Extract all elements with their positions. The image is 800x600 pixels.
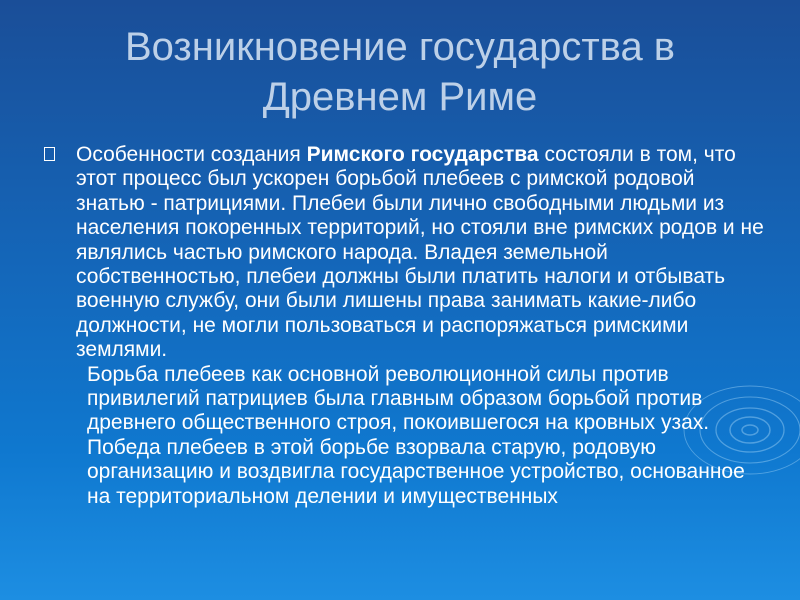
paragraph-1-rest: состояли в том, что этот процесс был ускорен борьбой плебеев с римской родовой знатью - патрициями. Плебеи были лично свободными людьми из населения покоренных территорий, но стояли вне римских родов и не являлись частью римского народа. Владея земельной собственностью, плебеи должны были платить налоги и отбывать военную службу, они были лишены права занимать какие-либо должности, не могли пользоваться и распоряжаться римскими землями.	[76, 143, 764, 362]
paragraph-1-bold: Римского государства	[306, 143, 539, 166]
square-bullet-icon	[44, 147, 55, 161]
paragraph-1	[76, 143, 766, 363]
slide-body	[76, 143, 766, 509]
paragraph-1-lead: Особенности создания	[76, 143, 307, 166]
paragraph-2: Борьба плебеев как основной революционной силы против привилегий патрициев была главным образом борьбой против древнего общественного строя, покоившегося на кровных узах. Победа плебеев в этой борьбе взорвала старую, родовую организацию и воздвигла государственное устройство, основанное на территориальном делении и имущественных	[87, 362, 745, 508]
slide-title: Возникновение государства в Древнем Риме	[124, 25, 676, 119]
